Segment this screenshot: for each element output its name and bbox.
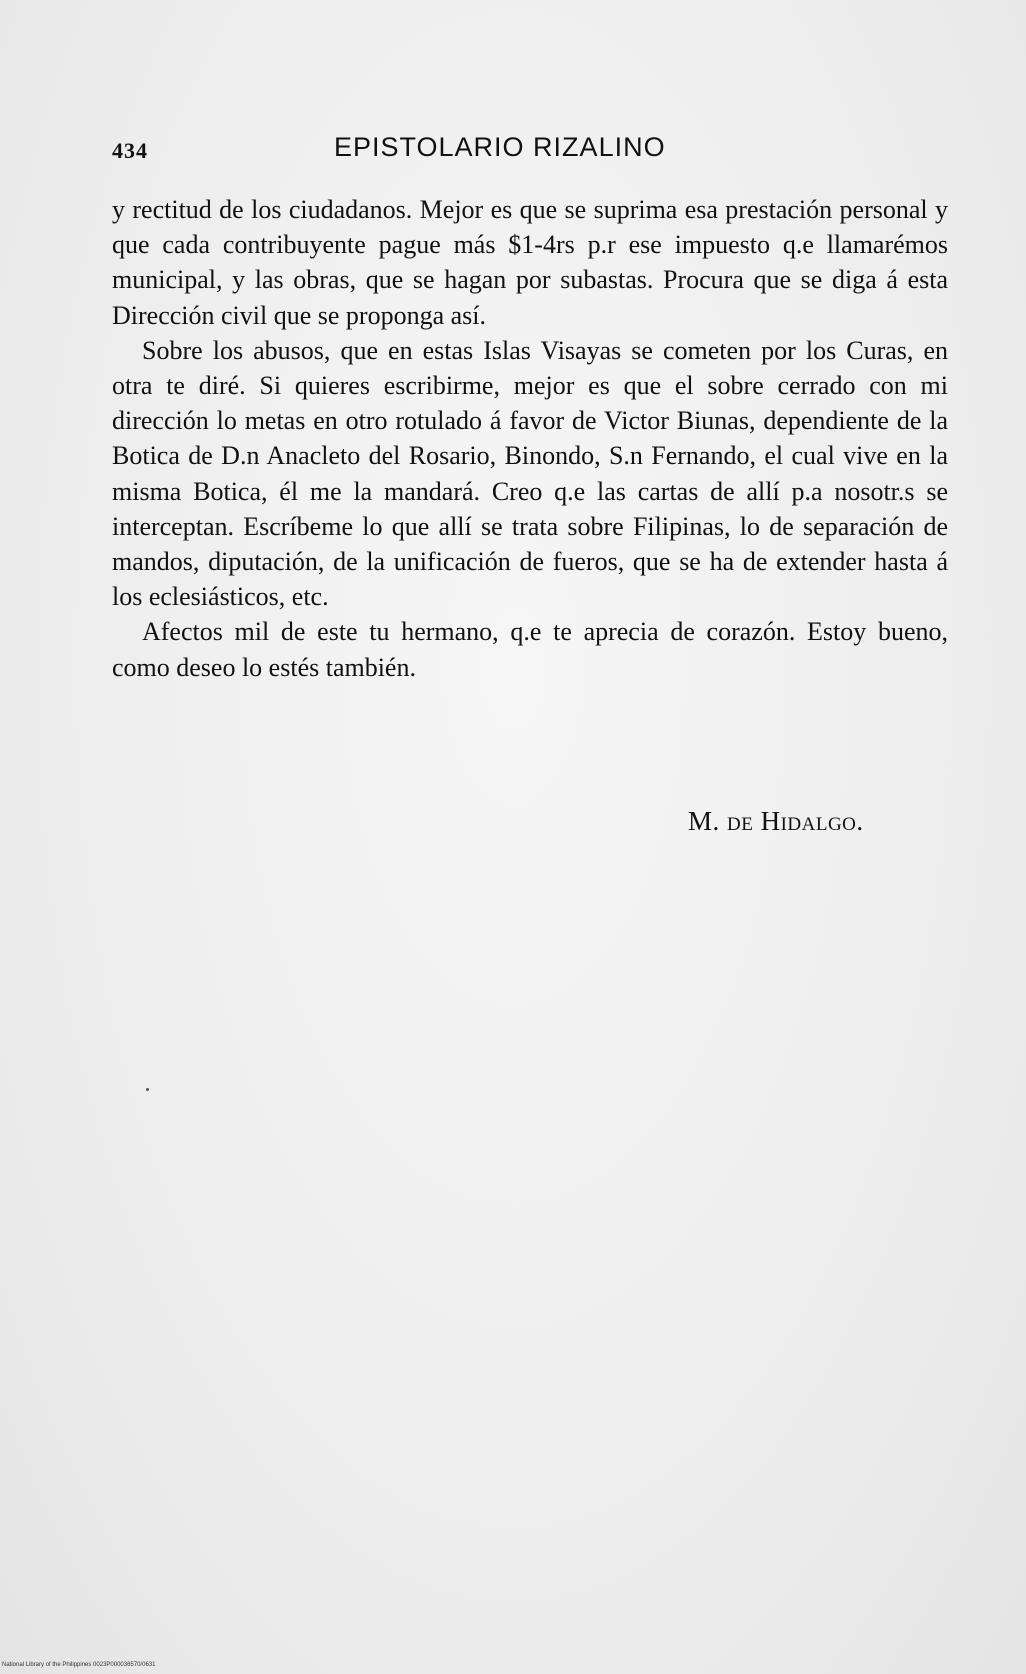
signature: M. de Hidalgo. <box>688 806 864 836</box>
paragraph-1: y rectitud de los ciudadanos. Mejor es que se suprima esa prestación personal y que cada contribuyente pague más $1-4rs p.r ese impuesto q.e llamarémos municipal, y las obras, que se hagan por subastas. Procura que se diga á esta Dirección civil que se proponga así. <box>112 195 948 330</box>
running-head <box>112 132 932 172</box>
page-number: 434 <box>112 138 148 163</box>
running-title: EPISTOLARIO RIZALINO <box>334 132 666 162</box>
paragraph-3: Afectos mil de este tu hermano, q.e te aprecia de corazón. Estoy bueno, como deseo lo estés también. <box>112 617 948 682</box>
page-speck <box>146 1088 149 1091</box>
library-credit: National Library of the Philippines 0023P000036570/0631 <box>2 1662 156 1668</box>
paragraph-2: Sobre los abusos, que en estas Islas Visayas se cometen por los Curas, en otra te diré. Si quieres escribirme, mejor es que el sobre cerrado con mi dirección lo metas en otro rotulado á favor de Victor Biunas, dependiente de la Botica de D.n Anacleto del Rosario, Binondo, S.n Fernando, el cual vive en la misma Botica, él me la mandará. Creo q.e las cartas de allí p.a nosotr.s se interceptan. Escríbeme lo que allí se trata sobre Filipinas, lo de separación de mandos, diputación, de la unificación de fueros, que se ha de extender hasta á los eclesiásticos, etc. <box>112 335 948 612</box>
letter-body <box>112 192 948 685</box>
